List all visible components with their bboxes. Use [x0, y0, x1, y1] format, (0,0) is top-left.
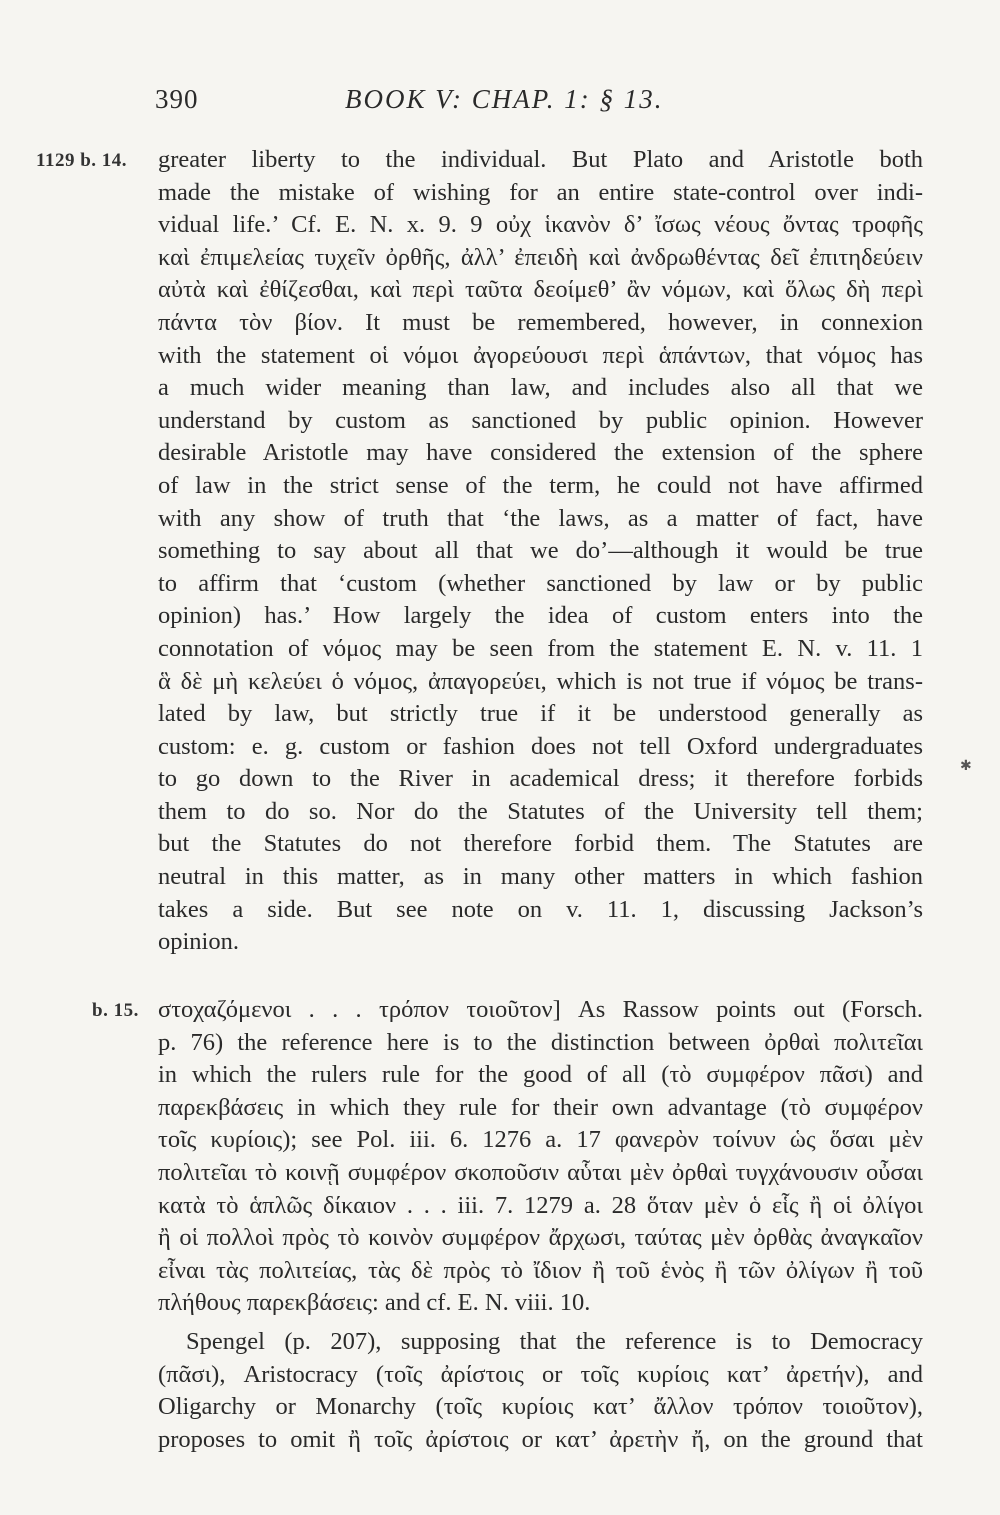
- text-line: εἶναι τὰς πολιτείας, τὰς δὲ πρὸς τὸ ἴδιον ἢ τοῦ ἑνὸς ἢ τῶν ὀλίγων ἢ τοῦ: [158, 1256, 923, 1284]
- text-line: πλήθους παρεκβάσεις: and cf. E. N. viii. 10.: [158, 1289, 591, 1317]
- text-line: but the Statutes do not therefore forbid them. The Statutes are: [158, 830, 923, 858]
- text-line: custom: e. g. custom or fashion does not tell Oxford undergraduates: [158, 732, 923, 760]
- text-line: of law in the strict sense of the term, he could not have affirmed: [158, 471, 923, 499]
- text-line: παρεκβάσεις in which they rule for their own advantage (τὸ συμφέρον: [158, 1093, 923, 1121]
- page-number: 390: [155, 84, 199, 114]
- text-line: to affirm that ‘custom (whether sanctioned by law or by public: [158, 569, 923, 597]
- text-line: πολιτεῖαι τὸ κοινῇ συμφέρον σκοποῦσιν αὗται μὲν ὀρθαὶ τυγχάνουσιν οὖσαι: [158, 1158, 923, 1186]
- text-line: πάντα τὸν βίον. It must be remembered, however, in connexion: [158, 308, 923, 336]
- text-line: connotation of νόμος may be seen from the statement E. N. v. 11. 1: [158, 634, 923, 662]
- stray-ink-mark: ✱: [960, 759, 972, 774]
- text-line: καὶ ἐπιμελείας τυχεῖν ὀρθῆς, ἀλλ’ ἐπειδὴ καὶ ἀνδρωθέντας δεῖ ἐπιτηδεύειν: [158, 243, 923, 271]
- text-line: something to say about all that we do’—although it would be true: [158, 537, 923, 565]
- text-line: τοῖς κυρίοις); see Pol. iii. 6. 1276 a. 17 φανερὸν τοίνυν ὡς ὅσαι μὲν: [158, 1126, 923, 1154]
- text-line: in which the rulers rule for the good of all (τὸ συμφέρον πᾶσι) and: [158, 1061, 923, 1089]
- text-line: made the mistake of wishing for an entire state-control over indi-: [158, 178, 923, 206]
- text-line: a much wider meaning than law, and includes also all that we: [158, 374, 923, 402]
- text-line: lated by law, but strictly true if it be understood generally as: [158, 700, 923, 728]
- text-line: them to do so. Nor do the Statutes of the University tell them;: [158, 797, 923, 825]
- margin-reference-1: 1129 b. 14.: [36, 150, 128, 171]
- margin-reference-2: b. 15.: [92, 1000, 139, 1021]
- text-line: opinion) has.’ How largely the idea of custom enters into the: [158, 602, 923, 630]
- text-line: αὐτὰ καὶ ἐθίζεσθαι, καὶ περὶ ταῦτα δεοίμεθ’ ἂν νόμων, καὶ ὅλως δὴ περὶ: [158, 276, 923, 304]
- commentary-note-2: [158, 994, 923, 1320]
- text-line: opinion.: [158, 928, 239, 956]
- text-line: ἢ οἱ πολλοὶ πρὸς τὸ κοινὸν συμφέρον ἄρχωσι, ταύτας μὲν ὀρθὰς ἀναγκαῖον: [158, 1224, 923, 1252]
- text-line: Spengel (p. 207), supposing that the reference is to Democracy: [186, 1328, 923, 1355]
- text-line: greater liberty to the individual. But Plato and Aristotle both: [158, 146, 923, 173]
- text-line: vidual life.’ Cf. E. N. x. 9. 9 οὐχ ἱκανὸν δ’ ἴσως νέους ὄντας τροφῆς: [158, 211, 923, 239]
- text-line: (πᾶσι), Aristocracy (τοῖς ἀρίστοις or τοῖς κυρίοις κατ’ ἀρετήν), and: [158, 1360, 923, 1388]
- running-title: BOOK V: CHAP. 1: § 13.: [345, 84, 664, 114]
- text-line: proposes to omit ἢ τοῖς ἀρίστοις or κατ’ ἀρετὴν ἤ, on the ground that: [158, 1425, 923, 1453]
- text-line: p. 76) the reference here is to the distinction between ὀρθαὶ πολιτεῖαι: [158, 1028, 923, 1056]
- running-header: [155, 84, 755, 124]
- text-line: Oligarchy or Monarchy (τοῖς κυρίοις κατ’ ἄλλον τρόπον τοιοῦτον),: [158, 1393, 923, 1421]
- text-line: ἃ δὲ μὴ κελεύει ὁ νόμος, ἀπαγορεύει, which is not true if νόμος be trans-: [158, 667, 923, 695]
- text-line: neutral in this matter, as in many other matters in which fashion: [158, 863, 923, 891]
- text-line: with any show of truth that ‘the laws, as a matter of fact, have: [158, 504, 923, 532]
- commentary-paragraph: [158, 1326, 923, 1456]
- text-line: with the statement οἱ νόμοι ἀγορεύουσι περὶ ἁπάντων, that νόμος has: [158, 341, 923, 369]
- text-line: κατὰ τὸ ἁπλῶς δίκαιον . . . iii. 7. 1279 a. 28 ὅταν μὲν ὁ εἷς ἢ οἱ ὀλίγοι: [158, 1191, 923, 1219]
- text-line: στοχαζόμενοι . . . τρόπον τοιοῦτον] As Rassow points out (Forsch.: [158, 996, 923, 1023]
- commentary-note-1: [158, 144, 923, 959]
- text-line: to go down to the River in academical dress; it therefore forbids: [158, 765, 923, 793]
- text-line: desirable Aristotle may have considered the extension of the sphere: [158, 439, 923, 467]
- text-line: understand by custom as sanctioned by public opinion. However: [158, 406, 923, 434]
- text-line: takes a side. But see note on v. 11. 1, discussing Jackson’s: [158, 895, 923, 923]
